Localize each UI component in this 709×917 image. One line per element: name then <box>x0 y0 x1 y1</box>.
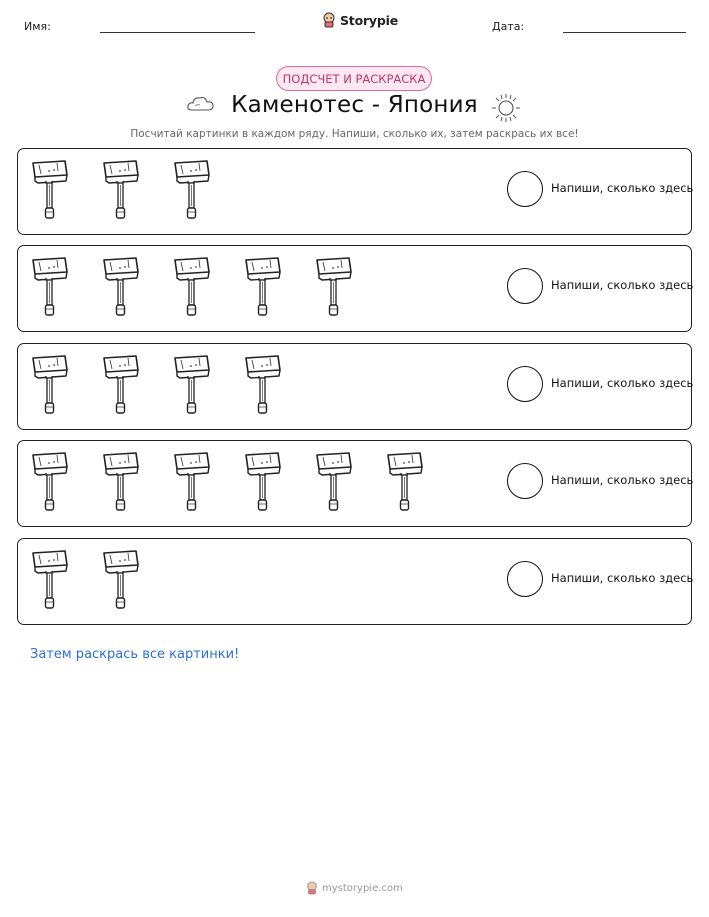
date-label: Дата: <box>492 20 525 33</box>
storypie-mascot-icon <box>306 881 318 895</box>
stone-hammer-icon[interactable] <box>243 254 283 322</box>
answer-circle[interactable] <box>507 268 543 304</box>
storypie-mascot-icon <box>322 12 336 28</box>
answer-circle[interactable] <box>507 463 543 499</box>
instructions: Посчитай картинки в каждом ряду. Напиши, сколько их, затем раскрась их все! <box>130 128 579 140</box>
logo-text: Storypie <box>340 12 398 28</box>
stone-hammer-icon[interactable] <box>172 254 212 322</box>
site-footer <box>306 881 403 895</box>
stone-hammer-icon[interactable] <box>30 157 70 225</box>
stone-hammer-icon[interactable] <box>101 352 141 420</box>
answer-circle[interactable] <box>507 366 543 402</box>
page-title: Каменотес - Япония <box>231 92 478 118</box>
footer-note: Затем раскрась все картинки! <box>30 647 240 662</box>
stone-hammer-icon[interactable] <box>314 449 354 517</box>
stone-hammer-icon[interactable] <box>243 449 283 517</box>
answer-label: Напиши, сколько здесь <box>551 571 694 585</box>
stone-hammer-icon[interactable] <box>243 352 283 420</box>
category-badge: ПОДСЧЕТ И РАСКРАСКА <box>276 66 432 91</box>
stone-hammer-icon[interactable] <box>30 254 70 322</box>
stone-hammer-icon[interactable] <box>101 254 141 322</box>
stone-hammer-icon[interactable] <box>30 547 70 615</box>
stone-hammer-icon[interactable] <box>30 352 70 420</box>
stone-hammer-icon[interactable] <box>172 352 212 420</box>
stone-hammer-icon[interactable] <box>385 449 425 517</box>
name-label: Имя: <box>24 20 51 33</box>
name-line[interactable] <box>100 32 255 33</box>
answer-label: Напиши, сколько здесь <box>551 473 694 487</box>
answer-label: Напиши, сколько здесь <box>551 278 694 292</box>
stone-hammer-icon[interactable] <box>172 449 212 517</box>
sun-icon <box>490 92 522 124</box>
counting-row <box>17 538 692 625</box>
stone-hammer-icon[interactable] <box>101 547 141 615</box>
answer-circle[interactable] <box>507 171 543 207</box>
answer-label: Напиши, сколько здесь <box>551 376 694 390</box>
stone-hammer-icon[interactable] <box>30 449 70 517</box>
site-url: mystorypie.com <box>322 882 403 894</box>
answer-label: Напиши, сколько здесь <box>551 181 694 195</box>
stone-hammer-icon[interactable] <box>314 254 354 322</box>
counting-row <box>17 245 692 332</box>
counting-row <box>17 440 692 527</box>
stone-hammer-icon[interactable] <box>172 157 212 225</box>
counting-row <box>17 343 692 430</box>
date-line[interactable] <box>563 32 686 33</box>
counting-row <box>17 148 692 235</box>
answer-circle[interactable] <box>507 561 543 597</box>
stone-hammer-icon[interactable] <box>101 157 141 225</box>
stone-hammer-icon[interactable] <box>101 449 141 517</box>
storypie-logo <box>322 12 398 28</box>
